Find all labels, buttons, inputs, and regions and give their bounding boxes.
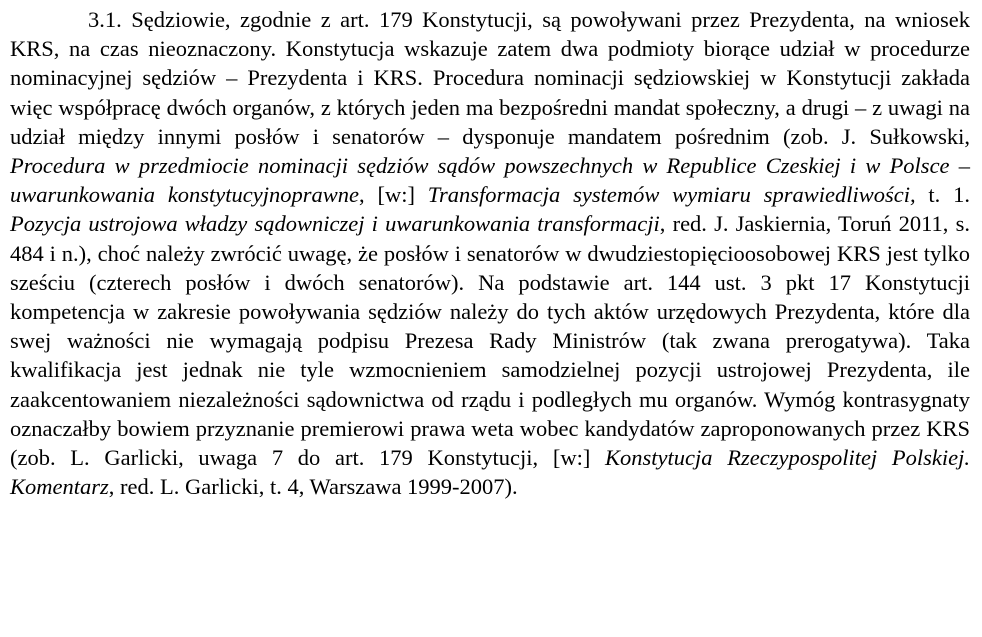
citation-title: Konstytucja Rzeczypospolitej Polskiej. Komentarz bbox=[10, 445, 970, 500]
paragraph-number: 3.1. bbox=[88, 7, 122, 32]
text-segment: Sędziowie, zgodnie z art. 179 Konstytucji, są powoływani przez Prezydenta, na wniosek KRS, na czas nieoznaczony. Konstytucja wskazuje zatem dwa podmioty biorące udział w procedurze nominacyjnej sędziów – Prezydenta i KRS. Procedura nominacji sędziowskiej w Konstytucji zakłada więc współpracę dwóch organów, z których jeden ma bezpośredni mandat społeczny, a drugi – z uwagi na udział między innymi posłów i senatorów – dysponuje mandatem pośrednim (zob. J. Sułkowski, bbox=[10, 7, 970, 149]
text-segment: , red. L. Garlicki, t. 4, Warszawa 1999-2007). bbox=[108, 474, 518, 500]
text-segment: , [w:] bbox=[359, 182, 428, 208]
citation-title: Procedura w przedmiocie nominacji sędziów sądów powszechnych w Republice Czeskiej i w Polsce – uwarunkowania konstytucyjnoprawne bbox=[10, 153, 970, 208]
text-segment: t. 1. bbox=[915, 182, 970, 208]
paragraph-3-1 bbox=[10, 5, 970, 501]
citation-title: Transformacja systemów wymiaru sprawiedliwości, bbox=[427, 182, 916, 208]
citation-title: Pozycja ustrojowa władzy sądowniczej i uwarunkowania transformacji bbox=[10, 211, 660, 237]
text-segment: , red. J. Jaskiernia, Toruń 2011, s. 484 i n.), choć należy zwrócić uwagę, że posłów i senatorów w dwudziestopięcioosobowej KRS jest tylko sześciu (czterech posłów i dwóch senatorów). Na podstawie art. 144 ust. 3 pkt 17 Konstytucji kompetencja w zakresie powoływania sędziów należy do tych aktów urzędowych Prezydenta, które dla swej ważności nie wymagają podpisu Prezesa Rady Ministrów (tak zwana prerogatywa). Taka kwalifikacja jest jednak nie tyle wzmocnieniem samodzielnej pozycji ustrojowej Prezydenta, ile zaakcentowaniem niezależności sądownictwa od rządu i podległych mu organów. Wymóg kontrasygnaty oznaczałby bowiem przyznanie premierowi prawa weta wobec kandydatów zaproponowanych przez KRS (zob. L. Garlicki, uwaga 7 do art. 179 Konstytucji, [w:] bbox=[10, 211, 970, 471]
